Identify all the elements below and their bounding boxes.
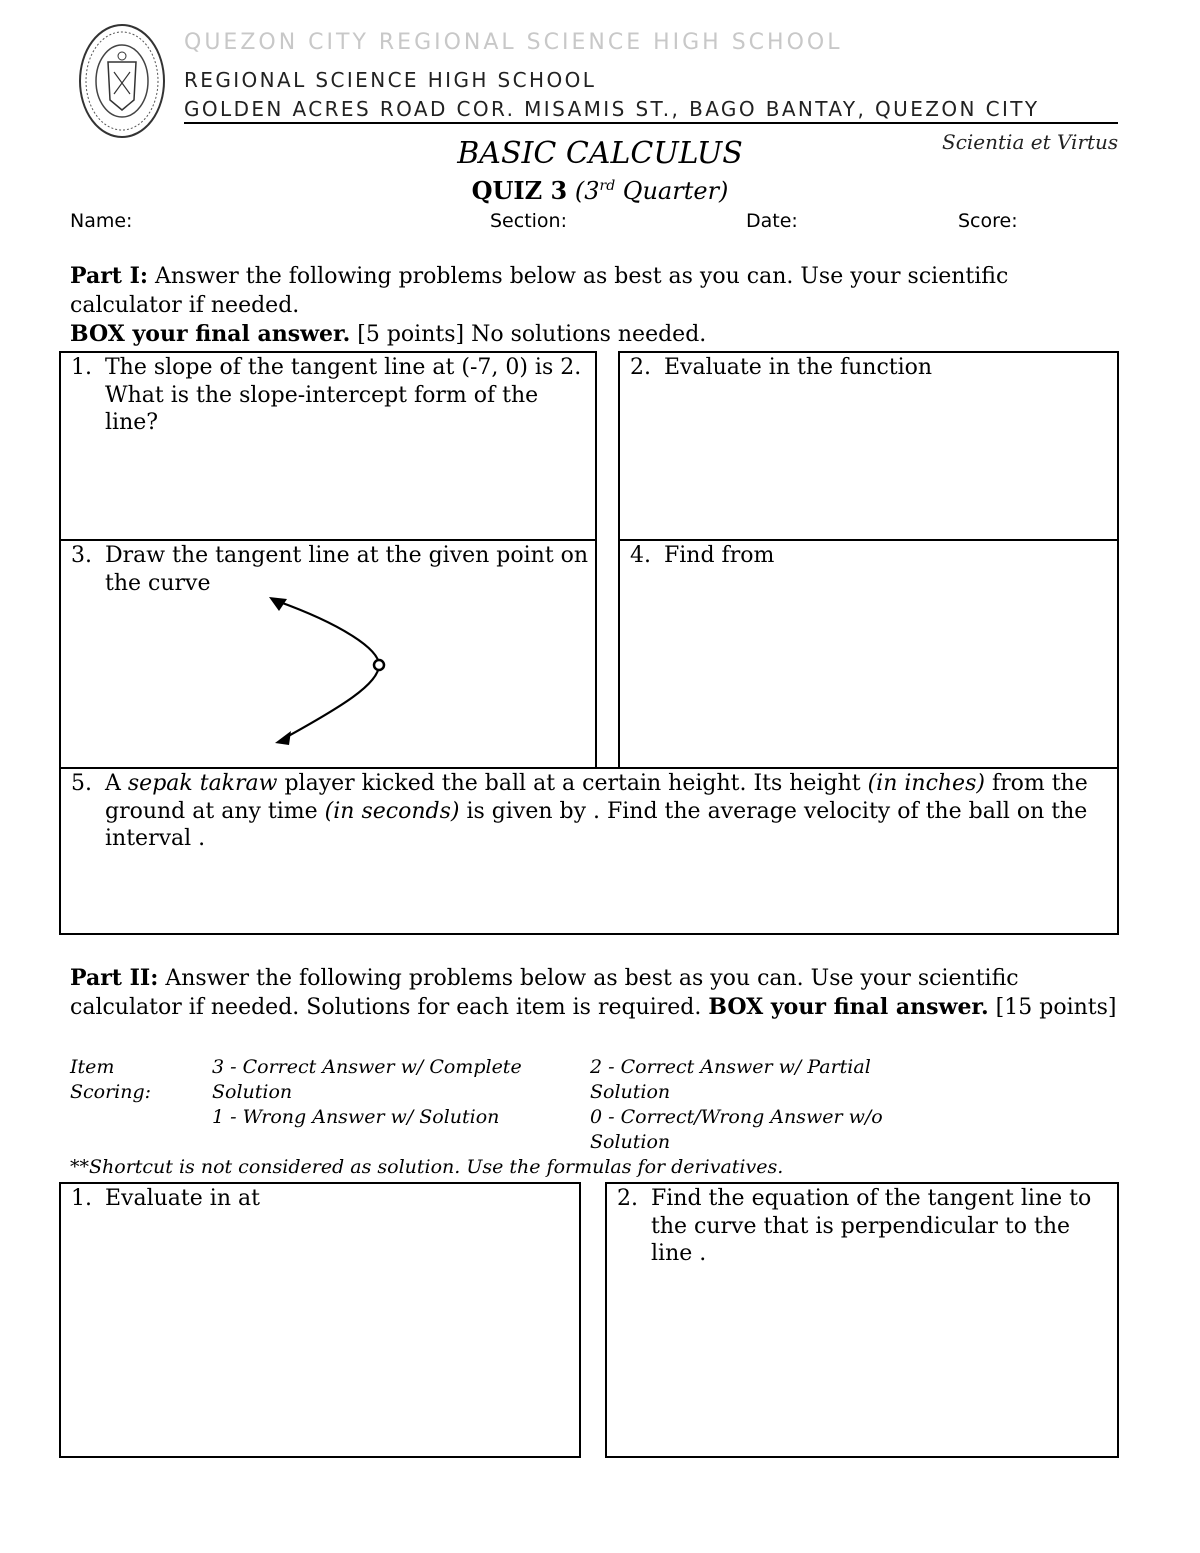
- q5-number: 5.: [71, 771, 92, 796]
- p2-q2-number: 2.: [617, 1186, 638, 1211]
- q5-text-a: A: [105, 771, 128, 796]
- quarter-suffix: Quarter): [615, 177, 729, 205]
- part2-q1-box[interactable]: [59, 1182, 581, 1458]
- q5-seconds: (in seconds): [324, 798, 460, 824]
- part2-q2-box[interactable]: [605, 1182, 1119, 1458]
- q2-text: Evaluate in the function: [664, 355, 933, 380]
- scoring-label: Item Scoring:: [70, 1056, 152, 1103]
- score-1: 1 - Wrong Answer w/ Solution: [212, 1106, 500, 1128]
- part2-label: Part II:: [70, 965, 159, 991]
- part2-points: [15 points]: [988, 995, 1117, 1020]
- part1-q3-box[interactable]: [59, 539, 597, 769]
- part1-q2-box[interactable]: [618, 351, 1119, 541]
- score-3: 3 - Correct Answer w/ Complete Solution: [212, 1056, 522, 1103]
- p2-q1-text: Evaluate in at: [105, 1186, 260, 1211]
- part1-q1-box[interactable]: [59, 351, 597, 541]
- q1-text: The slope of the tangent line at (-7, 0) is 2. What is the slope-intercept form of the line?: [105, 355, 582, 435]
- shortcut-note: **Shortcut is not considered as solution. Use the formulas for derivatives.: [70, 1156, 784, 1178]
- part2-instructions: [70, 964, 1120, 1022]
- q5-text-c: from the ground at any time: [105, 771, 1088, 824]
- part1-text: Answer the following problems below as best as you can. Use your scientific calculator if needed.: [70, 264, 1009, 318]
- school-name-faded: QUEZON CITY REGIONAL SCIENCE HIGH SCHOOL: [184, 30, 843, 55]
- part1-instructions: [70, 262, 1120, 349]
- part1-label: Part I:: [70, 263, 149, 289]
- part1-box-label: BOX your final answer.: [70, 321, 351, 347]
- quarter-prefix: (3: [574, 177, 600, 205]
- curve-graph-icon[interactable]: [261, 589, 441, 759]
- q5-text-d: is given by . Find the average velocity of the ball on the interval .: [105, 798, 1088, 851]
- part2-text: Answer the following problems below as best as you can. Use your scientific calculator if needed. Solutions for each item is required.: [70, 966, 1019, 1020]
- school-name: REGIONAL SCIENCE HIGH SCHOOL: [184, 68, 597, 92]
- p2-q2-text: Find the equation of the tangent line to the curve that is perpendicular to the line .: [651, 1186, 1092, 1266]
- q2-number: 2.: [630, 355, 651, 380]
- q5-text: [105, 770, 1111, 853]
- part1-q4-box[interactable]: [618, 539, 1119, 769]
- score-0: 0 - Correct/Wrong Answer w/o Solution: [590, 1106, 883, 1153]
- q3-number: 3.: [71, 543, 92, 568]
- date-field: Date:: [746, 210, 798, 232]
- p2-q1-number: 1.: [71, 1186, 92, 1211]
- q5-inches: (in inches): [867, 771, 985, 796]
- q4-text: Find from: [664, 543, 775, 568]
- page-title: BASIC CALCULUS: [457, 136, 743, 171]
- q4-number: 4.: [630, 543, 651, 568]
- given-point-icon: [374, 660, 384, 670]
- quiz-label: [0, 176, 1200, 205]
- q5-sepak: sepak takraw: [127, 771, 278, 796]
- section-field: Section:: [490, 210, 567, 232]
- part1-q5-box[interactable]: [59, 767, 1119, 935]
- header-divider: [184, 122, 1118, 124]
- school-motto: Scientia et Virtus: [942, 130, 1119, 154]
- school-address: GOLDEN ACRES ROAD COR. MISAMIS ST., BAGO BANTAY, QUEZON CITY: [184, 97, 1040, 121]
- school-seal-icon: [78, 22, 166, 140]
- part2-box-label: BOX your final answer.: [708, 994, 989, 1020]
- score-field: Score:: [958, 210, 1018, 232]
- q5-text-b: player kicked the ball at a certain height. Its height: [277, 771, 868, 796]
- part1-points: [5 points] No solutions needed.: [350, 322, 707, 347]
- quarter-sup: rd: [599, 178, 616, 194]
- quiz-number: QUIZ 3: [471, 176, 568, 205]
- arrow-down-icon: [275, 731, 291, 745]
- name-field: Name:: [70, 210, 133, 232]
- q3-text: Draw the tangent line at the given point on the curve: [105, 543, 589, 596]
- q1-number: 1.: [71, 355, 92, 380]
- score-2: 2 - Correct Answer w/ Partial Solution: [590, 1056, 871, 1103]
